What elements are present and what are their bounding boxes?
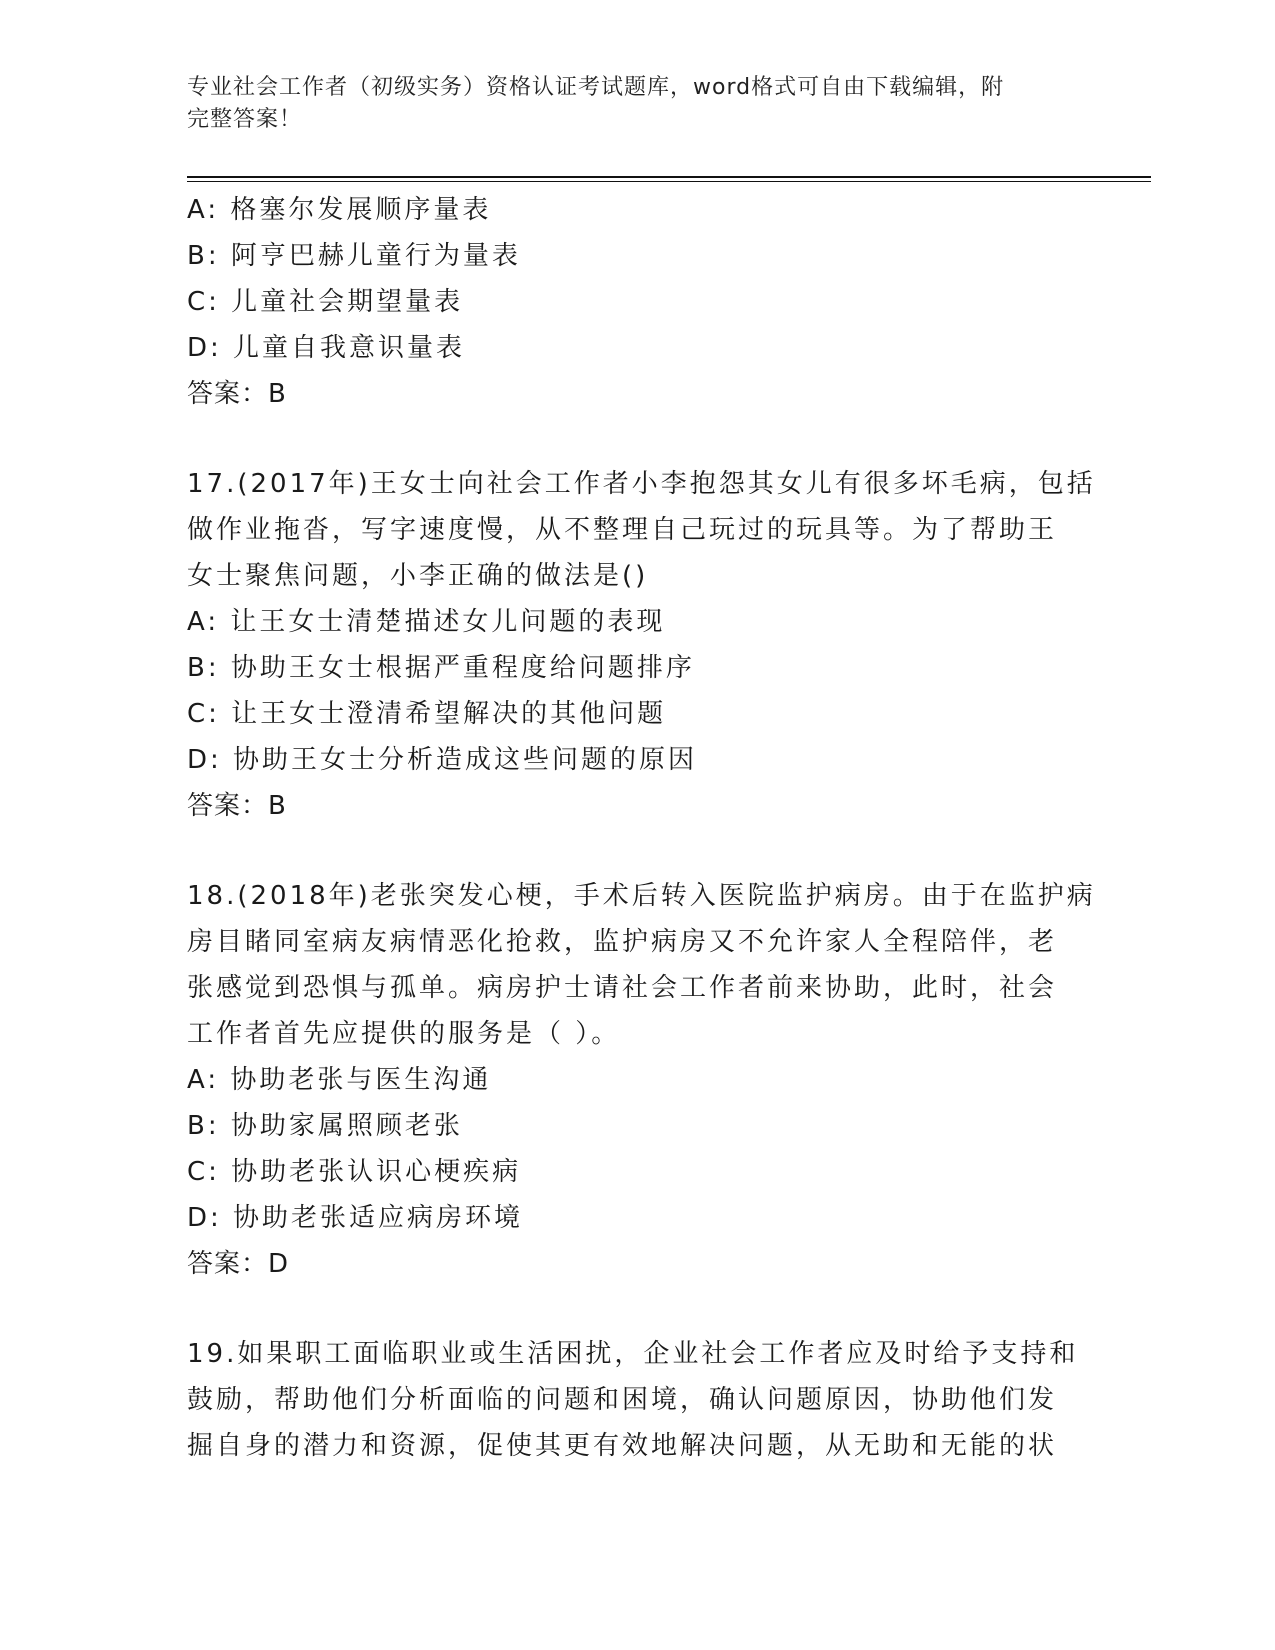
header-divider xyxy=(187,176,1151,182)
header-line-2: 完整答案！ xyxy=(187,107,303,132)
answer-label: 答案：D xyxy=(187,1249,290,1279)
option-a: A: 协助老张与医生沟通 xyxy=(187,1065,492,1095)
question-19-block xyxy=(187,1331,1087,1469)
question-17-block xyxy=(187,461,1096,829)
header-line-1: 专业社会工作者（初级实务）资格认证考试题库，word格式可自由下载编辑，附 xyxy=(187,75,1005,100)
question-stem-line: 18.(2018年)老张突发心梗，手术后转入医院监护病房。由于在监护病 xyxy=(187,881,1096,911)
answer-label: 答案：B xyxy=(187,379,287,409)
question-stem-line: 房目睹同室病友病情恶化抢救，监护病房又不允许家人全程陪伴，老 xyxy=(187,927,1058,957)
option-c: C: 协助老张认识心梗疾病 xyxy=(187,1157,522,1187)
page-header xyxy=(187,72,1067,136)
answer-label: 答案：B xyxy=(187,791,287,821)
option-c: C: 让王女士澄清希望解决的其他问题 xyxy=(187,699,667,729)
option-c: C: 儿童社会期望量表 xyxy=(187,287,464,317)
option-a: A: 格塞尔发展顺序量表 xyxy=(187,195,492,225)
question-stem-line: 鼓励，帮助他们分析面临的问题和困境，确认问题原因，协助他们发 xyxy=(187,1385,1058,1415)
question-stem-line: 17.(2017年)王女士向社会工作者小李抱怨其女儿有很多坏毛病，包括 xyxy=(187,469,1096,499)
question-stem-line: 张感觉到恐惧与孤单。病房护士请社会工作者前来协助，此时，社会 xyxy=(187,973,1058,1003)
option-b: B: 阿亨巴赫儿童行为量表 xyxy=(187,241,521,271)
question-16-block xyxy=(187,187,1087,417)
option-d: D: 儿童自我意识量表 xyxy=(187,333,466,363)
question-stem-line: 19.如果职工面临职业或生活困扰，企业社会工作者应及时给予支持和 xyxy=(187,1339,1079,1369)
question-stem-line: 掘自身的潜力和资源，促使其更有效地解决问题，从无助和无能的状 xyxy=(187,1431,1058,1461)
option-d: D: 协助王女士分析造成这些问题的原因 xyxy=(187,745,698,775)
question-stem-line: 工作者首先应提供的服务是（ ）。 xyxy=(187,1019,621,1049)
option-d: D: 协助老张适应病房环境 xyxy=(187,1203,524,1233)
question-18-block xyxy=(187,873,1096,1287)
option-b: B: 协助家属照顾老张 xyxy=(187,1111,463,1141)
question-stem-line: 女士聚焦问题，小李正确的做法是() xyxy=(187,561,649,591)
option-b: B: 协助王女士根据严重程度给问题排序 xyxy=(187,653,695,683)
question-stem-line: 做作业拖沓，写字速度慢，从不整理自己玩过的玩具等。为了帮助王 xyxy=(187,515,1058,545)
option-a: A: 让王女士清楚描述女儿问题的表现 xyxy=(187,607,666,637)
document-body xyxy=(187,187,1096,1469)
